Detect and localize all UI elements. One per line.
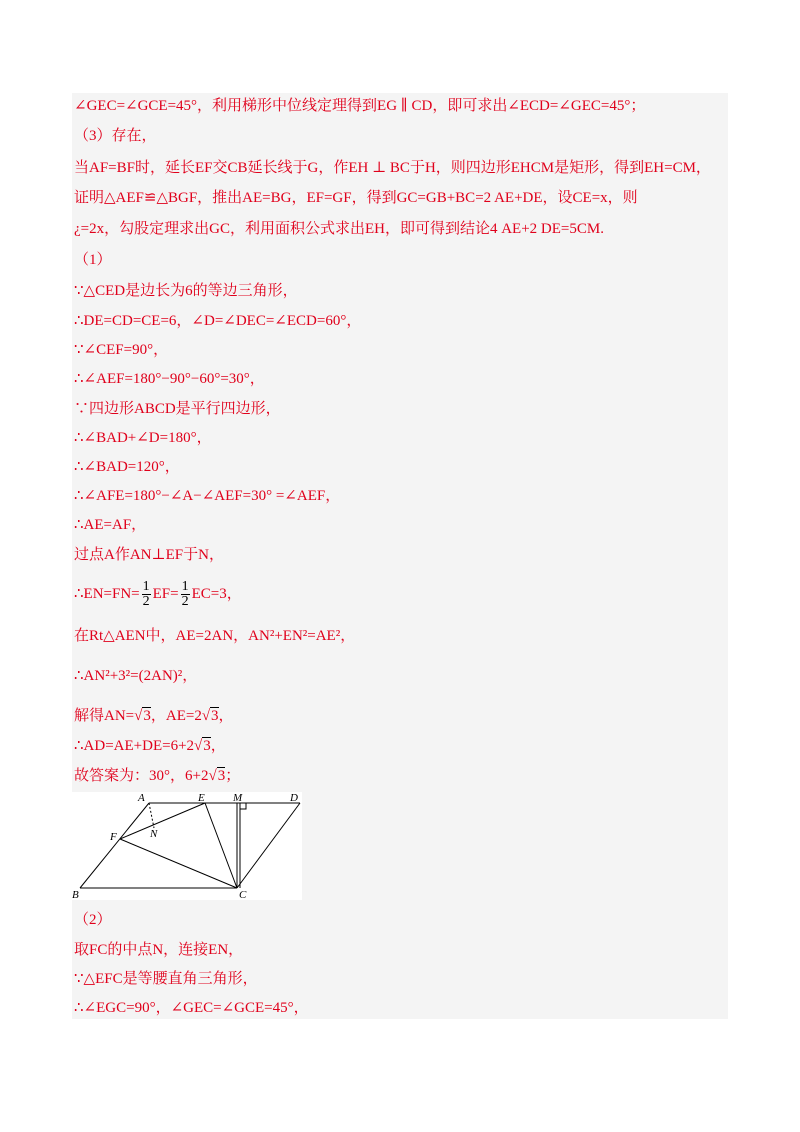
text-line-18: 在Rt△AEN中，AE=2AN，AN²+EN²=AE²， xyxy=(74,628,356,644)
text-line-11: ∵四边形ABCD是平行四边形， xyxy=(74,401,281,417)
segment-FC xyxy=(120,839,237,888)
fraction-1 xyxy=(142,580,151,609)
label-D: D xyxy=(290,792,298,804)
text-line-17-end: EC=3， xyxy=(191,586,242,602)
segment-AN xyxy=(149,803,154,828)
sqrt-radicand-3: 3 xyxy=(203,738,211,754)
sqrt-radicand-2: 3 xyxy=(211,708,219,724)
text-line-19: ∴AN²+3²=(2AN)²， xyxy=(74,668,198,684)
label-F: F xyxy=(110,831,117,843)
text-line-22 xyxy=(74,766,240,786)
label-A: A xyxy=(138,792,145,804)
label-E: E xyxy=(198,792,205,804)
text-line-20-a: 解得AN=√ xyxy=(74,708,143,724)
text-line-17-start: ∴EN=FN= xyxy=(74,586,140,602)
sqrt-radicand-4: 3 xyxy=(217,768,226,784)
text-line-6: （1） xyxy=(74,252,112,268)
label-C: C xyxy=(239,889,247,900)
text-line-9: ∵∠CEF=90°， xyxy=(74,342,169,358)
text-line-7: ∵△CED是边长为6的等边三角形， xyxy=(74,283,298,299)
geometry-figure xyxy=(72,792,302,900)
segment-EF xyxy=(120,803,205,839)
text-line-21 xyxy=(74,736,226,756)
text-line-22-a: 故答案为：30°，6+2√ xyxy=(74,768,217,784)
text-line-16: 过点A作AN⊥EF于N， xyxy=(74,547,224,563)
text-line-12: ∴∠BAD+∠D=180°， xyxy=(74,430,212,446)
text-line-22-c: ； xyxy=(225,768,241,784)
text-line-4: 证明△AEF≌△BGF，推出AE=BG，EF=GF，得到GC=GB+BC=2 AE+DE，设CE=x，则 xyxy=(74,190,638,206)
parallelogram-diagram xyxy=(72,792,302,900)
sqrt-radicand-1: 3 xyxy=(143,708,151,724)
text-line-5: ¿=2x，勾股定理求出GC，利用面积公式求出EH，即可得到结论4 AE+2 DE=5CM. xyxy=(74,221,604,237)
text-line-24: 取FC的中点N，连接EN， xyxy=(74,942,244,958)
text-line-15: ∴AE=AF， xyxy=(74,517,147,533)
text-line-21-a: ∴AD=AE+DE=6+2√ xyxy=(74,738,203,754)
fraction-2-den: 2 xyxy=(181,594,189,610)
text-line-14: ∴∠AFE=180°−∠A−∠AEF=30° =∠AEF， xyxy=(74,488,341,504)
fraction-1-num: 1 xyxy=(142,579,150,595)
segment-EC xyxy=(205,803,237,888)
text-line-13: ∴∠BAD=120°， xyxy=(74,459,180,475)
text-line-20-c: ，AE=2√ xyxy=(150,708,211,724)
label-M: M xyxy=(233,792,243,804)
text-line-8: ∴DE=CD=CE=6，∠D=∠DEC=∠ECD=60°， xyxy=(74,313,362,329)
label-B: B xyxy=(72,889,79,900)
text-line-10: ∴∠AEF=180°−90°−60°=30°， xyxy=(74,371,265,387)
text-line-23: （2） xyxy=(74,912,112,928)
fraction-1-den: 2 xyxy=(142,594,150,610)
text-line-3: 当AF=BF时，延长EF交CB延长线于G，作EH ⊥ BC于H，则四边形EHCM是矩形，得到EH=CM， xyxy=(74,160,711,176)
segment-AB xyxy=(80,803,149,888)
text-line-20 xyxy=(74,706,234,726)
text-line-17 xyxy=(74,578,242,610)
fraction-2-num: 1 xyxy=(181,579,189,595)
text-line-1: ∠GEC=∠GCE=45°，利用梯形中位线定理得到EG ∥ CD，即可求出∠ECD=∠GEC=45°； xyxy=(74,98,646,114)
text-line-2: （3）存在， xyxy=(74,128,157,144)
fraction-2 xyxy=(181,580,190,609)
text-line-21-c: ， xyxy=(210,738,226,754)
text-line-25: ∵△EFC是等腰直角三角形， xyxy=(74,971,258,987)
segment-DC xyxy=(237,803,300,888)
text-line-17-mid: EF= xyxy=(152,586,179,602)
text-line-26: ∴∠EGC=90°，∠GEC=∠GCE=45°， xyxy=(74,1000,309,1016)
text-line-20-e: ， xyxy=(218,708,234,724)
label-N: N xyxy=(150,828,158,840)
